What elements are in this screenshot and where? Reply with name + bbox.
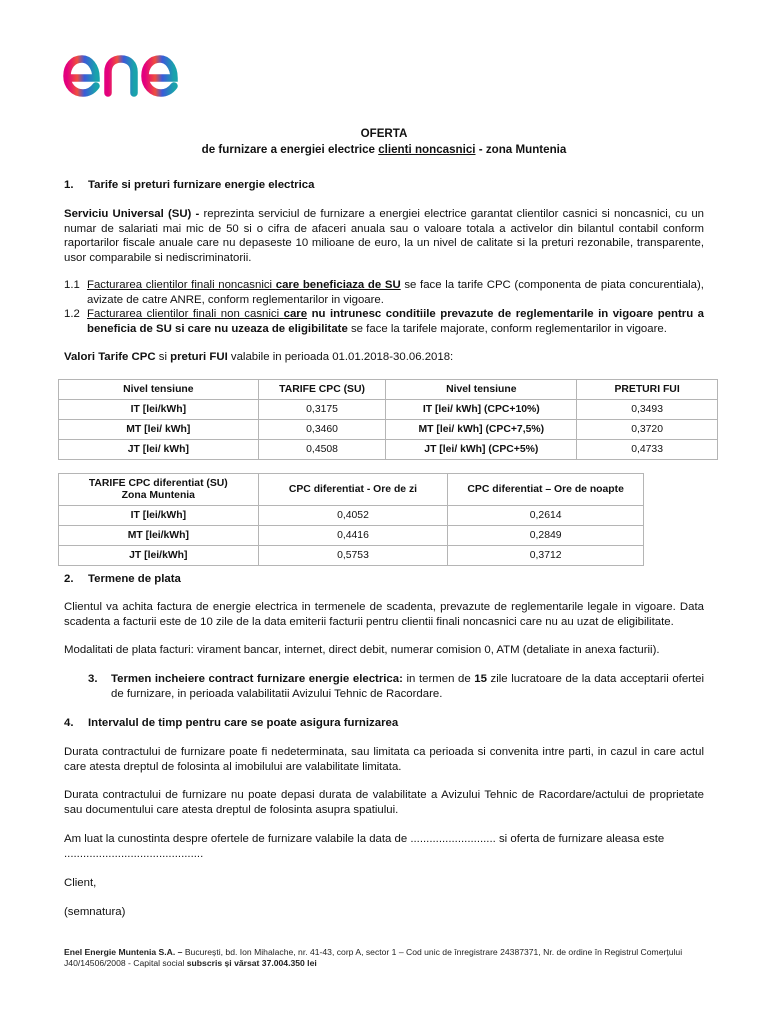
company-footer: Enel Energie Muntenia S.A. – București, bd. Ion Mihalache, nr. 41-43, corp A, sector 1 – Cod unic de înregistrare 24387371, Nr. de ordine în Registrul Comerțului J40/14506/2008 - Capital social subscris și vărsat 37.004.350 lei xyxy=(64,947,683,968)
item-1-2: 1.2 Facturarea clientilor finali non casnici care nu intrunesc conditiile prevazute de reglementarile in vigoare pentru a beneficia de SU si care nu uzeaza de eligibilitate se face la tarifele majorate, conform reglementarilor in vigoare. xyxy=(64,308,704,335)
col-header: Nivel tensiune xyxy=(59,380,259,400)
table-header-row xyxy=(59,380,718,400)
col-header: CPC diferentiat – Ore de noapte xyxy=(448,474,644,506)
table-row: MT [lei/kWh] 0,4416 0,2849 xyxy=(59,526,644,546)
duration-paragraph-2: Durata contractului de furnizare nu poate depasi durata de valabilitate a Avizului Tehnic de Racordare/actului de proprietate sau documentului care atesta dreptul de folosinta asupra spatiului. xyxy=(64,789,704,816)
valori-intro: Valori Tarife CPC si preturi FUI valabile in perioada 01.01.2018-30.06.2018: xyxy=(64,351,454,363)
item-1-1: 1.1 Facturarea clientilor finali noncasnici care beneficiaza de SU se face la tarife CPC (componenta de piata concurentiala), avizate de catre ANRE, conform reglementarilor in vigoare. xyxy=(64,279,704,306)
payment-methods-paragraph: Modalitati de plata facturi: virament bancar, internet, direct debit, numerar comision 0, ATM (detaliate in anexa facturii). xyxy=(64,644,660,656)
svg-text:enel: enel xyxy=(62,40,64,41)
section-4-heading: 4. Intervalul de timp pentru care se poate asigura furnizarea xyxy=(64,717,399,729)
table-row: IT [lei/kWh] 0,4052 0,2614 xyxy=(59,506,644,526)
differentiated-tariffs-table xyxy=(58,473,644,566)
tariffs-table xyxy=(58,379,718,460)
serviciu-universal-paragraph: Serviciu Universal (SU) - reprezinta serviciul de furnizare a energiei electrice garantat clientilor casnici si noncasnici, cu un numar de salariati mai mic de 50 si o cifra de afaceri anuala sau o valoare totala a activelor din bilantul contabil conform raportarilor fiscale anuale care nu depaseste 10 milioane de euro, la un nivel de calitate si la preturi rezonabile, transparente, usor comparabile si nediscriminatorii. xyxy=(64,208,704,264)
table-row: IT [lei/kWh] 0,3175 IT [lei/ kWh] (CPC+10%) 0,3493 xyxy=(59,400,718,420)
table-header-row xyxy=(59,474,644,506)
client-label: Client, xyxy=(64,877,97,889)
section-1-heading: 1. Tarife si preturi furnizare energie electrica xyxy=(64,179,315,191)
section-3: 3. Termen incheiere contract furnizare energie electrica: in termen de 15 zile lucratoare de la data acceptarii ofertei de furnizare, in perioada valabilitatii Avizului Tehnic de Racordare. xyxy=(88,673,704,700)
payment-terms-paragraph: Clientul va achita factura de energie electrica in termenele de scadenta, prevazute de reglementarile legale in vigoare. Data scadenta a facturii este de 10 zile de la data emiterii facturii pentru clientii finali noncasnici care nu au uzat de eligibilitate. xyxy=(64,601,704,628)
col-header: PRETURI FUI xyxy=(577,380,718,400)
col-header: CPC diferentiat - Ore de zi xyxy=(258,474,448,506)
signature-label: (semnatura) xyxy=(64,906,126,918)
section-2-heading: 2. Termene de plata xyxy=(64,573,181,585)
col-header: TARIFE CPC (SU) xyxy=(258,380,386,400)
table-row: JT [lei/ kWh] 0,4508 JT [lei/ kWh] (CPC+5%) 0,4733 xyxy=(59,440,718,460)
col-header: Nivel tensiune xyxy=(386,380,577,400)
acknowledgement-paragraph: Am luat la cunostinta despre ofertele de furnizare valabile la data de ........................... si oferta de furnizare aleasa este ............................................ xyxy=(64,833,665,860)
title-line-2: de furnizare a energiei electrice clienti noncasnici - zona Muntenia xyxy=(201,143,567,156)
duration-paragraph-1: Durata contractului de furnizare poate fi nedeterminata, sau limitata ca perioada si convenita intre parti, in cazul in care actul care atesta dreptul de folosinta al imobilului are valabilitate limitata. xyxy=(64,746,704,773)
document-title xyxy=(0,126,768,158)
enel-logo xyxy=(62,40,218,102)
table-row: JT [lei/kWh] 0,5753 0,3712 xyxy=(59,546,644,566)
title-line-1: OFERTA xyxy=(360,127,408,140)
table-row: MT [lei/ kWh] 0,3460 MT [lei/ kWh] (CPC+7,5%) 0,3720 xyxy=(59,420,718,440)
col-header: TARIFE CPC diferentiat (SU) Zona Muntenia xyxy=(59,474,259,506)
